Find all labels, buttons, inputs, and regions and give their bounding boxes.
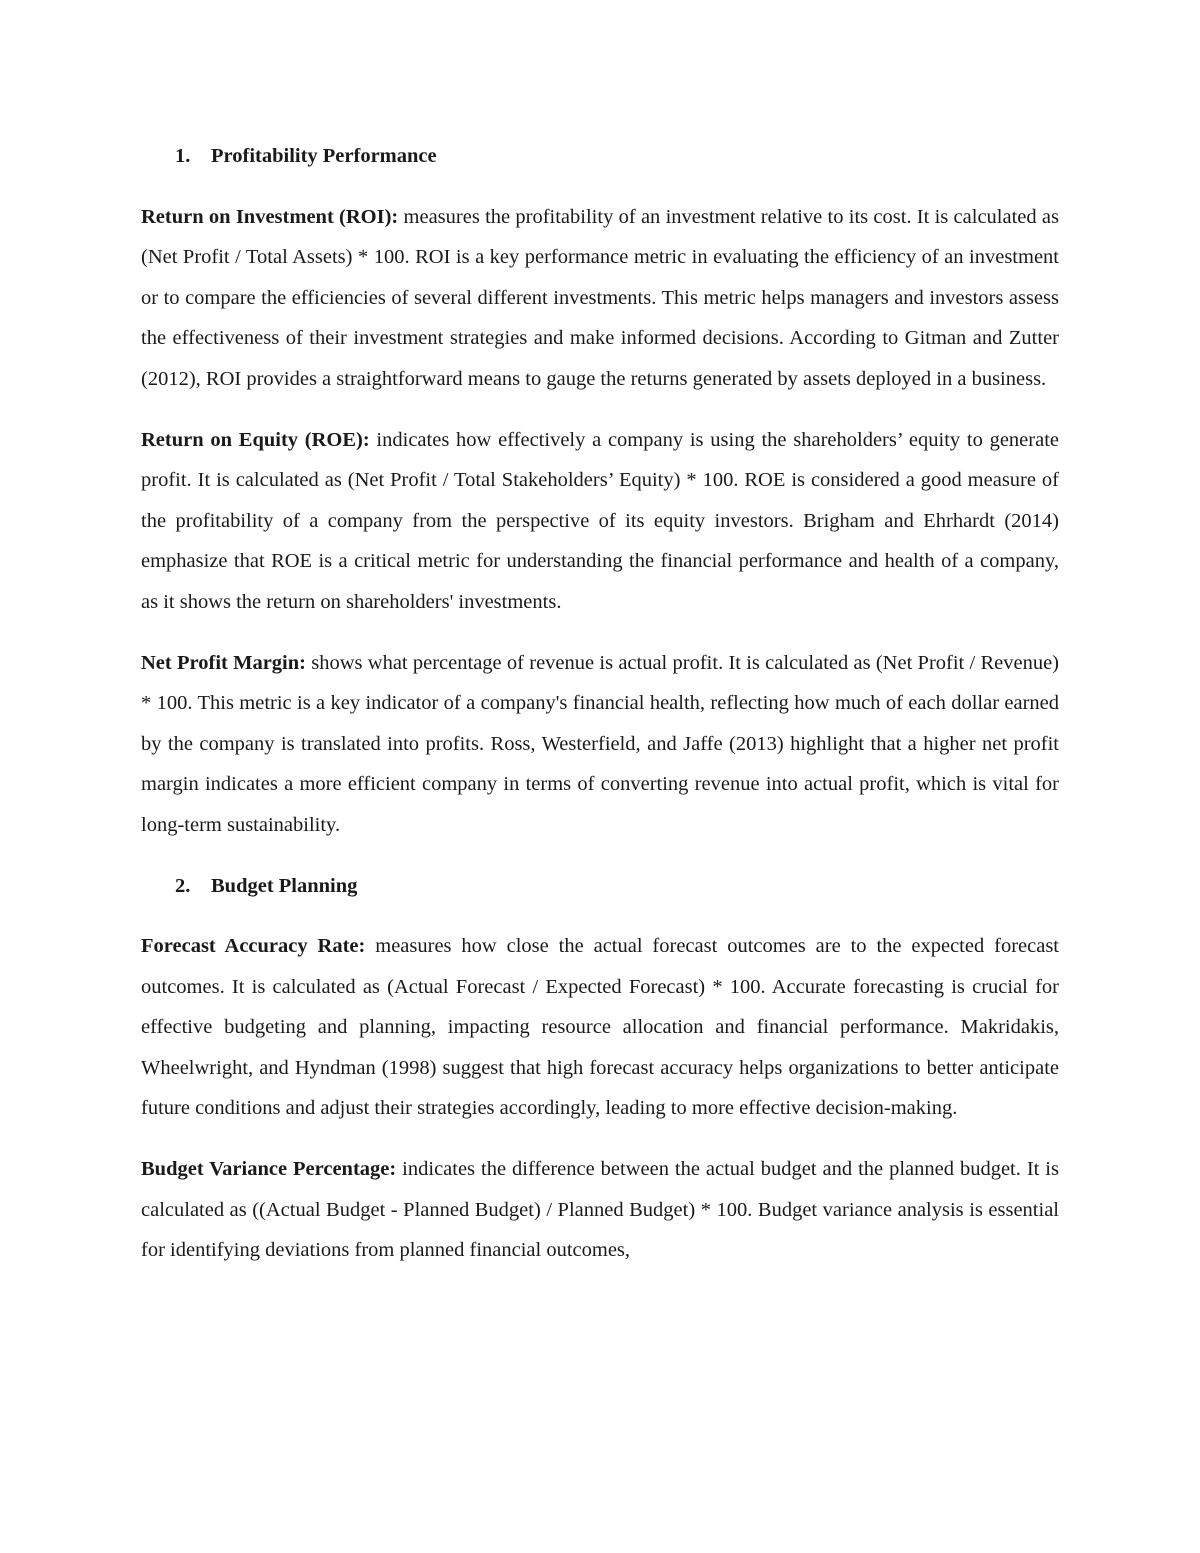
- paragraph-budget-variance: [141, 1149, 1059, 1271]
- definition-budget-variance: indicates the difference between the actual budget and the planned budget. It is calculated as ((Actual Budget - Planned Budget) / Planned Budget) * 100. Budget variance analysis is essential for identifying deviations from planned financial outcomes,: [141, 1158, 1059, 1262]
- paragraph-roe: [141, 420, 1059, 623]
- paragraph-roi: [141, 197, 1059, 400]
- section-title: Budget Planning: [211, 874, 358, 897]
- section-title: Profitability Performance: [211, 145, 437, 167]
- paragraph-forecast-accuracy: [141, 926, 1059, 1129]
- section-heading-profitability: [141, 136, 1059, 177]
- section-heading-budget-planning: [141, 866, 1059, 907]
- definition-forecast-accuracy: measures how close the actual forecast outcomes are to the expected forecast outcomes. It is calculated as (Actual Forecast / Expected Forecast) * 100. Accurate forecasting is crucial for effective budgeting and planning, impacting resource allocation and financial performance. Makridakis, Wheelwright, and Hyndman (1998) suggest that high forecast accuracy helps organizations to better anticipate future conditions and adjust their strategies accordingly, leading to more effective decision-making.: [141, 935, 1060, 1120]
- term-forecast-accuracy: Forecast Accuracy Rate:: [141, 935, 366, 958]
- document-body: [141, 136, 1059, 1291]
- term-roi: Return on Investment (ROI):: [141, 205, 399, 228]
- section-number: 1.: [175, 145, 191, 167]
- term-budget-variance: Budget Variance Percentage:: [141, 1158, 397, 1181]
- definition-roi: measures the profitability of an investment relative to its cost. It is calculated as (Net Profit / Total Assets) * 100. ROI is a key performance metric in evaluating the efficiency of an investment or to compare the efficiencies of several different investments. This metric helps managers and investors assess the effectiveness of their investment strategies and make informed decisions. According to Gitman and Zutter (2012), ROI provides a straightforward means to gauge the returns generated by assets deployed in a business.: [141, 205, 1059, 390]
- section-number: 2.: [175, 874, 191, 897]
- paragraph-net-profit-margin: [141, 643, 1059, 846]
- term-net-profit-margin: Net Profit Margin:: [141, 651, 306, 674]
- term-roe: Return on Equity (ROE):: [141, 428, 370, 451]
- definition-roe: indicates how effectively a company is using the shareholders’ equity to generate profit. It is calculated as (Net Profit / Total Stakeholders’ Equity) * 100. ROE is considered a good measure of the profitability of a company from the perspective of its equity investors. Brigham and Ehrhardt (2014) emphasize that ROE is a critical metric for understanding the financial performance and health of a company, as it shows the return on shareholders' investments.: [141, 428, 1059, 613]
- definition-net-profit-margin: shows what percentage of revenue is actual profit. It is calculated as (Net Profit / Revenue) * 100. This metric is a key indicator of a company's financial health, reflecting how much of each dollar earned by the company is translated into profits. Ross, Westerfield, and Jaffe (2013) highlight that a higher net profit margin indicates a more efficient company in terms of converting revenue into actual profit, which is vital for long-term sustainability.: [141, 651, 1060, 836]
